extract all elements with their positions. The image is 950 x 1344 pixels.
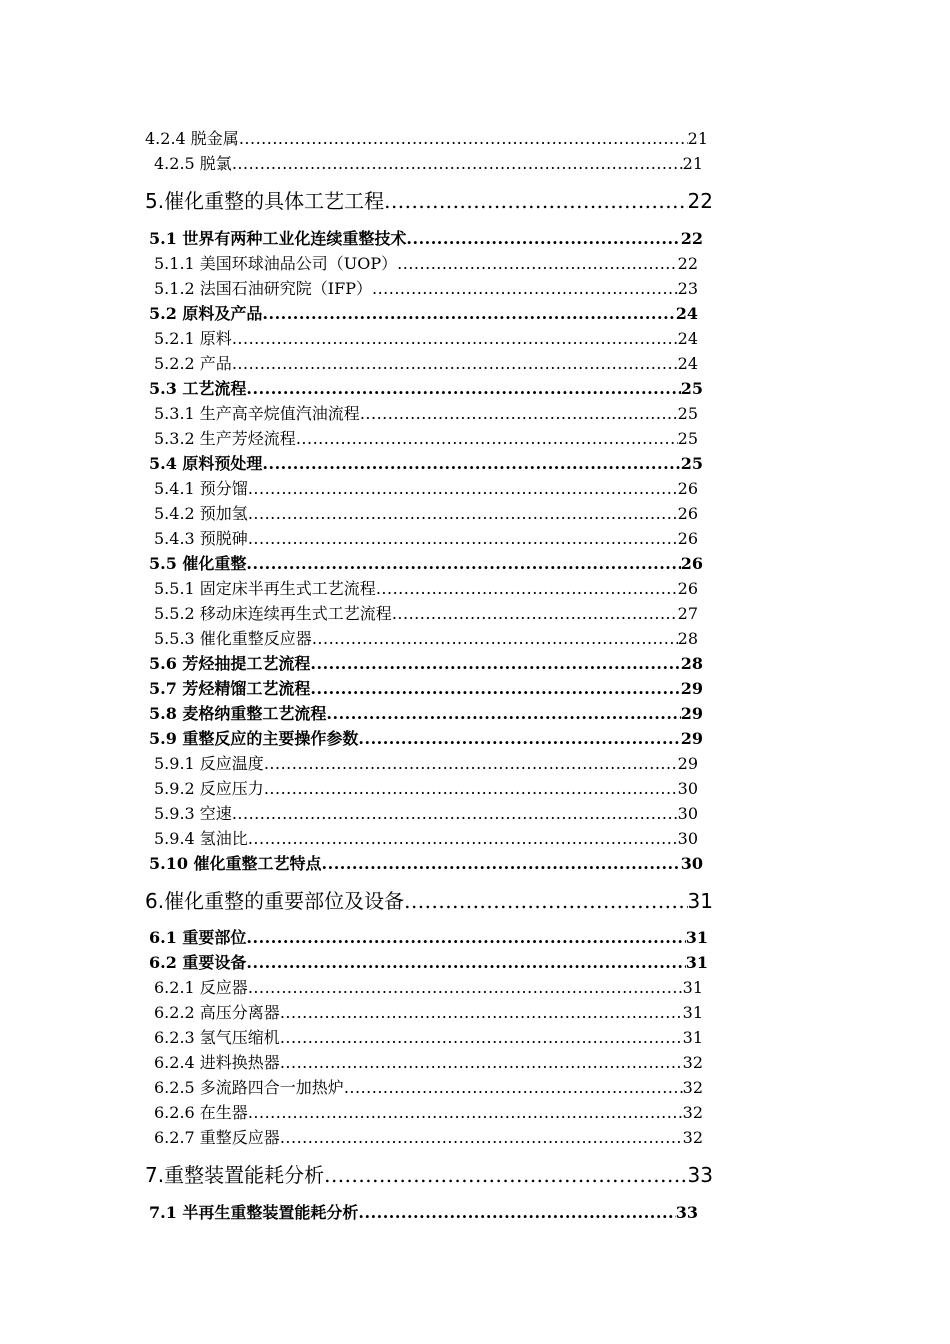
toc-entry-label: 6.1 重要部位 xyxy=(149,928,247,947)
toc-entry-label: 6.2.1 反应器 xyxy=(154,978,248,997)
toc-entry-label: 4.2.5 脱氯 xyxy=(154,154,232,173)
toc-page-number: 30 xyxy=(677,804,698,823)
toc-page-number: 30 xyxy=(677,779,698,798)
toc-dot-leader xyxy=(392,604,678,623)
toc-dot-leader xyxy=(372,279,678,298)
toc-entry-label: 6.2.2 高压分离器 xyxy=(154,1003,280,1022)
toc-dot-leader xyxy=(324,1163,687,1187)
toc-entry-label: 5.4.3 预脱砷 xyxy=(154,529,248,548)
toc-dot-leader xyxy=(397,254,677,273)
toc-page-number: 24 xyxy=(677,329,698,348)
toc-entry[interactable] xyxy=(154,476,698,499)
toc-entry[interactable] xyxy=(149,301,698,324)
toc-dot-leader xyxy=(358,1203,675,1222)
toc-dot-leader xyxy=(262,304,675,323)
toc-dot-leader xyxy=(280,1053,683,1072)
toc-entry-label: 6.2.7 重整反应器 xyxy=(154,1128,280,1147)
toc-page-number: 26 xyxy=(677,579,698,598)
toc-entry-label: 6.2.5 多流路四合一加热炉 xyxy=(154,1078,344,1097)
toc-dot-leader xyxy=(310,654,680,673)
toc-entry[interactable] xyxy=(154,1050,703,1073)
toc-dot-leader xyxy=(404,889,687,913)
toc-entry[interactable] xyxy=(145,126,708,149)
toc-entry[interactable] xyxy=(149,701,703,724)
toc-entry[interactable] xyxy=(149,376,703,399)
toc-dot-leader xyxy=(344,1078,683,1097)
toc-entry-label: 5.9.4 氢油比 xyxy=(154,829,248,848)
toc-dot-leader xyxy=(280,1028,683,1047)
toc-entry[interactable] xyxy=(154,1000,703,1023)
toc-page-number: 22 xyxy=(677,254,698,273)
toc-entry-label: 5.9.1 反应温度 xyxy=(154,754,264,773)
toc-entry[interactable] xyxy=(154,276,698,299)
toc-entry-label: 5.催化重整的具体工艺工程 xyxy=(145,189,385,213)
toc-entry[interactable] xyxy=(154,351,698,374)
toc-entry-label: 6.催化重整的重要部位及设备 xyxy=(145,889,405,913)
toc-entry-label: 6.2 重要设备 xyxy=(149,953,247,972)
toc-entry[interactable] xyxy=(154,826,698,849)
toc-entry-label: 5.3 工艺流程 xyxy=(149,379,247,398)
toc-page-number: 28 xyxy=(680,654,703,673)
toc-entry[interactable] xyxy=(154,501,698,524)
toc-dot-leader xyxy=(280,1003,683,1022)
toc-entry[interactable] xyxy=(149,851,703,874)
toc-entry-label: 6.2.6 在生器 xyxy=(154,1103,248,1122)
toc-page-number: 23 xyxy=(677,279,698,298)
toc-dot-leader xyxy=(232,154,683,173)
toc-entry-label: 5.5 催化重整 xyxy=(149,554,247,573)
toc-entry[interactable] xyxy=(154,426,698,449)
toc-entry-label: 5.1.1 美国环球油品公司（UOP） xyxy=(154,254,398,273)
toc-dot-leader xyxy=(248,978,683,997)
toc-page-number: 25 xyxy=(677,404,698,423)
toc-dot-leader xyxy=(248,829,678,848)
toc-page-number: 29 xyxy=(680,704,703,723)
toc-entry[interactable] xyxy=(154,326,698,349)
toc-dot-leader xyxy=(232,354,678,373)
toc-dot-leader xyxy=(246,554,680,573)
toc-entry-label: 5.5.1 固定床半再生式工艺流程 xyxy=(154,579,376,598)
toc-page-number: 32 xyxy=(682,1053,703,1072)
toc-entry[interactable] xyxy=(154,1100,703,1123)
toc-page-number: 32 xyxy=(682,1103,703,1122)
toc-entry-label: 5.5.2 移动床连续再生式工艺流程 xyxy=(154,604,392,623)
toc-entry-label: 5.8 麦格纳重整工艺流程 xyxy=(149,704,327,723)
toc-dot-leader xyxy=(248,1103,683,1122)
toc-page-number: 31 xyxy=(682,1003,703,1022)
toc-dot-leader xyxy=(248,504,678,523)
toc-entry-label: 5.3.1 生产高辛烷值汽油流程 xyxy=(154,404,360,423)
toc-page-number: 26 xyxy=(677,479,698,498)
toc-dot-leader xyxy=(280,1128,683,1147)
toc-page-number: 32 xyxy=(682,1128,703,1147)
toc-entry[interactable] xyxy=(154,751,698,774)
toc-page-number: 29 xyxy=(680,729,703,748)
toc-entry[interactable] xyxy=(154,626,698,649)
toc-page-number: 31 xyxy=(682,1028,703,1047)
toc-dot-leader xyxy=(296,429,678,448)
toc-page-number: 33 xyxy=(687,1163,713,1187)
toc-page-number: 25 xyxy=(677,429,698,448)
toc-page-number: 26 xyxy=(680,554,703,573)
toc-entry-label: 5.2.2 产品 xyxy=(154,354,232,373)
toc-dot-leader xyxy=(246,953,685,972)
toc-entry[interactable] xyxy=(149,551,703,574)
toc-dot-leader xyxy=(264,779,678,798)
toc-page-number: 24 xyxy=(677,354,698,373)
toc-page-number: 32 xyxy=(682,1078,703,1097)
toc-dot-leader xyxy=(232,804,678,823)
toc-entry[interactable] xyxy=(145,1159,713,1188)
toc-entry[interactable] xyxy=(154,251,698,274)
toc-entry-label: 7.重整装置能耗分析 xyxy=(145,1163,325,1187)
toc-page-number: 24 xyxy=(675,304,698,323)
toc-page-number: 26 xyxy=(677,504,698,523)
toc-dot-leader xyxy=(239,129,688,148)
toc-entry-label: 5.1 世界有两种工业化连续重整技术 xyxy=(149,229,407,248)
toc-dot-leader xyxy=(384,189,687,213)
toc-entry-label: 5.2.1 原料 xyxy=(154,329,232,348)
toc-entry[interactable] xyxy=(149,950,708,973)
toc-entry[interactable] xyxy=(154,776,698,799)
toc-dot-leader xyxy=(262,454,680,473)
toc-entry[interactable] xyxy=(145,185,713,214)
toc-entry[interactable] xyxy=(149,925,708,948)
toc-entry[interactable] xyxy=(154,151,703,174)
toc-dot-leader xyxy=(312,629,678,648)
toc-dot-leader xyxy=(248,529,678,548)
toc-entry[interactable] xyxy=(149,226,703,249)
toc-dot-leader xyxy=(248,479,678,498)
toc-entry[interactable] xyxy=(154,1025,703,1048)
toc-entry[interactable] xyxy=(149,676,703,699)
toc-entry-label: 7.1 半再生重整装置能耗分析 xyxy=(149,1203,359,1222)
toc-page-number: 31 xyxy=(685,928,708,947)
toc-dot-leader xyxy=(360,404,678,423)
toc-dot-leader xyxy=(376,579,678,598)
toc-page-number: 30 xyxy=(677,829,698,848)
toc-entry-label: 5.2 原料及产品 xyxy=(149,304,263,323)
toc-dot-leader xyxy=(358,729,680,748)
toc-entry-label: 5.3.2 生产芳烃流程 xyxy=(154,429,296,448)
toc-entry[interactable] xyxy=(149,451,703,474)
toc-entry-label: 5.4.2 预加氢 xyxy=(154,504,248,523)
toc-entry-label: 5.4 原料预处理 xyxy=(149,454,263,473)
toc-page-number: 25 xyxy=(680,454,703,473)
toc-entry-label: 5.9 重整反应的主要操作参数 xyxy=(149,729,359,748)
toc-page-number: 26 xyxy=(677,529,698,548)
toc-entry[interactable] xyxy=(154,801,698,824)
toc-entry[interactable] xyxy=(149,1200,698,1223)
toc-dot-leader xyxy=(264,754,678,773)
toc-page-number: 22 xyxy=(680,229,703,248)
toc-page-number: 29 xyxy=(680,679,703,698)
toc-dot-leader xyxy=(232,329,678,348)
toc-entry-label: 6.2.4 进料换热器 xyxy=(154,1053,280,1072)
toc-entry-label: 5.9.2 反应压力 xyxy=(154,779,264,798)
toc-entry[interactable] xyxy=(154,975,703,998)
toc-entry[interactable] xyxy=(154,601,698,624)
toc-dot-leader xyxy=(310,679,680,698)
toc-page-number: 31 xyxy=(687,889,713,913)
toc-entry-label: 5.1.2 法国石油研究院（IFP） xyxy=(154,279,372,298)
toc-dot-leader xyxy=(322,854,681,873)
toc-entry-label: 5.4.1 预分馏 xyxy=(154,479,248,498)
toc-entry-label: 5.5.3 催化重整反应器 xyxy=(154,629,312,648)
toc-entry-label: 5.10 催化重整工艺特点 xyxy=(149,854,322,873)
toc-entry[interactable] xyxy=(154,576,698,599)
toc-page-number: 25 xyxy=(680,379,703,398)
toc-page-number: 30 xyxy=(680,854,703,873)
toc-entry[interactable] xyxy=(154,1125,703,1148)
toc-page-number: 31 xyxy=(682,978,703,997)
toc-page-number: 27 xyxy=(677,604,698,623)
toc-entry[interactable] xyxy=(154,1075,703,1098)
toc-dot-leader xyxy=(246,379,680,398)
toc-page-number: 29 xyxy=(677,754,698,773)
toc-entry-label: 6.2.3 氢气压缩机 xyxy=(154,1028,280,1047)
toc-page-number: 22 xyxy=(687,189,713,213)
toc-entry[interactable] xyxy=(145,885,713,914)
toc-entry[interactable] xyxy=(154,401,698,424)
toc-entry-label: 5.9.3 空速 xyxy=(154,804,232,823)
toc-page-number: 31 xyxy=(685,953,708,972)
toc-dot-leader xyxy=(406,229,680,248)
toc-entry[interactable] xyxy=(149,651,703,674)
toc-page-number: 21 xyxy=(682,154,703,173)
toc-dot-leader xyxy=(246,928,685,947)
toc-entry-label: 4.2.4 脱金属 xyxy=(145,129,239,148)
toc-page-number: 33 xyxy=(675,1203,698,1222)
toc-page-number: 28 xyxy=(677,629,698,648)
toc-entry-label: 5.6 芳烃抽提工艺流程 xyxy=(149,654,311,673)
toc-entry-label: 5.7 芳烃精馏工艺流程 xyxy=(149,679,311,698)
toc-entry[interactable] xyxy=(154,526,698,549)
toc-entry[interactable] xyxy=(149,726,703,749)
toc-page-number: 21 xyxy=(687,129,708,148)
toc-dot-leader xyxy=(326,704,680,723)
